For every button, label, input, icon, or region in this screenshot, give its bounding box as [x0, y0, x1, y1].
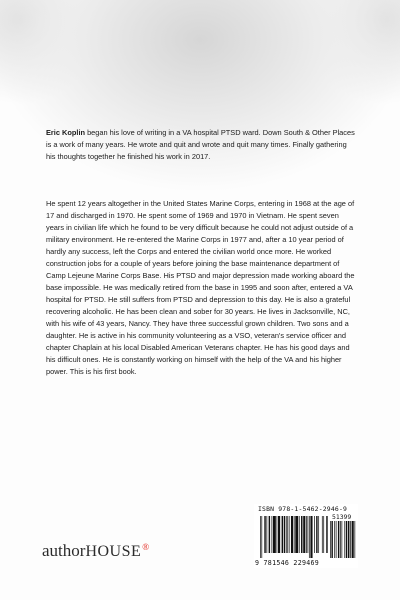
ean-digits: 9 781546 229469: [255, 559, 320, 567]
logo-text-author: author: [42, 541, 86, 560]
isbn-barcode: [254, 504, 358, 568]
author-bio-main: He spent 12 years altogether in the United States Marine Corps, entering in 1968 at the age of 17 and discharged in 1970. He spent some of 1969 and 1970 in Vietnam. He spent seven years in civilian life which he found to be very difficult because he could not adjust outside of a military environment. He re-entered the Marine Corps in 1977 and, after a 10 year period of hardly any success, left the Corps and entered the civilian world once more. He worked construction jobs for a couple of years before joining the base maintenance department of Camp Lejeune Marine Corps Base. His PTSD and major depression made working aboard the base impossible. He was medically retired from the base in 1995 and soon after, entered a VA hospital for PTSD. He still suffers from PTSD and depression to this day. He is also a grateful recovering alcoholic. He has been clean and sober for 30 years. He lives in Jacksonville, NC, with his wife of 43 years, Nancy. They have three successful grown children. Two sons and a daughter. He is active in his community volunteering as a VSO, veteran's service officer and chapter Chaplain at his local Disabled American Veterans chapter. He has his good days and his difficult ones. He is constantly working on himself with the help of the VA and his higher power. This is his first book.: [46, 199, 355, 376]
isbn-label: ISBN 978-1-5462-2946-9: [258, 505, 348, 513]
author-bio-intro-text: began his love of writing in a VA hospital PTSD ward. Down South & Other Places is a work of many years. He wrote and quit and wrote and quit many times. Finally gathering his thoughts together he finished his work in 2017.: [46, 128, 355, 161]
addon-number: 51399: [332, 513, 352, 521]
publisher-logo: [42, 536, 149, 558]
registered-mark: ®: [142, 542, 150, 552]
ean-barcode-bars: [260, 516, 328, 558]
addon-barcode-bars: [330, 521, 356, 558]
author-name: Eric Koplin: [46, 128, 86, 137]
logo-text-house: HOUSE: [85, 543, 142, 560]
author-bio-intro: [46, 127, 358, 163]
